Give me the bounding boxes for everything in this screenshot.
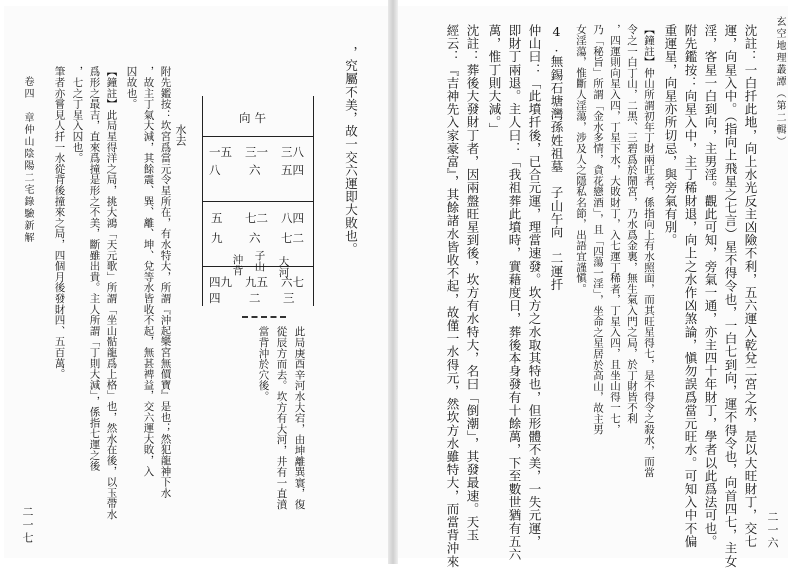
page-number: 二一六 [766, 511, 779, 550]
chart-cell: 三一 [245, 145, 268, 159]
river-marker [242, 296, 286, 318]
chart-cell: 六 [249, 231, 261, 245]
chart-cell: 七二 [281, 231, 304, 245]
chart-cell: 四九 [209, 275, 232, 289]
annotation-column: ，四運則向星入四，丁星下水，大敗財丁，入七運丁稀者，丁星入四，且坐山得一七， [609, 24, 621, 435]
chart-cell: 六七 [281, 275, 304, 289]
text-column: 經云：『吉神先入家豪富』，其餘諸水皆收不起，故僅一水得元，然坎方水雖特大，而當背沖來 [445, 24, 460, 568]
right-page [398, 6, 788, 568]
chart-cell: 三 [283, 291, 295, 305]
chart-note: 當背沖於穴後。 [257, 326, 270, 402]
chart-note: 此局庚酉辛河水大宕，由坤離巽寰，復 [293, 326, 306, 510]
text-column: 即財丁兩退。主人曰：「我祖葬此墳時，實藉度日，葬後本身發有十餘萬，下至數世猶有五六 [507, 24, 522, 562]
chart-cell: 九五 [245, 275, 268, 289]
chart-divider [203, 136, 313, 137]
text-column: 仲山曰：「此墳扦後，已合元運，理當速發。坎方之水取其特也，但形體不美，一失元運， [527, 24, 542, 548]
book-gutter [388, 0, 398, 564]
back-clash-label: 沖背 [231, 254, 244, 276]
running-header: 玄空地理叢譚（第二輯） [774, 16, 785, 148]
chart-cell: 四 [209, 291, 221, 305]
annotation-column: 爲形之最吉，直來爲撞是形之不美，斷雖出貴。主人所謂「丁則大減」，係指七運之後 [88, 66, 101, 472]
annotation-column: 【鐘註】仲山所謂初年丁財兩旺者，係指向上有水照面，而其旺星得七，是不得令之殺水，而當 [643, 24, 655, 478]
annotation-column: 【鐘註】此局星得洋之局，挑大鴻「天元歌」所謂「坐山骷龍爲上格」也，然水在後，以玉帶水 [105, 66, 118, 520]
water-out-label: 水去 [174, 124, 187, 146]
annotation-column: 囚故也。 [125, 66, 138, 110]
page-number: 二一七 [21, 506, 34, 545]
text-column: 沈註：一白扦此地，向上水光反主凶險不利，五六運入乾兌二宮之水，是以大旺財丁，交七 [743, 24, 758, 548]
sitting-mountain-label: 子山 [253, 250, 266, 272]
chart-cell: 三八 [281, 145, 304, 159]
annotation-column: ，故主丁氣大減，其餘震、巽、離、坤、兌等水皆收不起，無甚裨益，交六運大敗，入 [142, 66, 155, 477]
chart-note: 從辰方而去。坎方有大河，井有一直濆 [275, 326, 288, 510]
chart-cell: 八四 [281, 211, 304, 225]
great-river-label: 大河 [277, 256, 290, 278]
text-column: 運，向星入中。（指向上飛星之七言）星不得令也，一白七到向，運不得令也，向首四七，主女 [723, 24, 738, 568]
running-footer: 卷四 章仲山陰陽二宅錄驗新解 [22, 76, 33, 244]
text-column: ，究屬不美，故一交六運即大敗也。 [343, 46, 359, 256]
chart-cell: 八 [209, 163, 221, 177]
text-column: 萬，惟丁則大減。」 [487, 24, 502, 136]
chart-cell: 五四 [281, 163, 304, 177]
left-page [4, 6, 388, 558]
annotation-column: ，七之丁星入囚也。 [71, 66, 84, 164]
chart-cell: 九 [211, 231, 223, 245]
annotation-column: 附先鑑按：坎宮爲當元令星所在，有水特大，所謂『沖起樂宮無價寶』是也；然犯龍神下水 [159, 66, 172, 498]
facing-label: 向午 [239, 111, 270, 125]
chart-cell: 二 [249, 291, 261, 305]
chart-cell: 六 [249, 163, 261, 177]
chart-cell: 五 [211, 211, 223, 225]
chart-cell: 七二 [245, 211, 268, 225]
chart-divider [203, 201, 313, 202]
text-column: 沈註：葬後大發財丁者，因兩盤旺星到後，坎方有水特大，名曰「倒潮」，其發最速。天玉 [465, 24, 480, 542]
text-column: 附先鑑按：向星入中，主丁稀財退，向上之水作凶煞論，愼勿誤爲當元旺水。可知入中不偏 [683, 24, 698, 548]
section-heading: 4.無錫石塘灣孫姓祖墓 子山午向 二運扦 [549, 24, 564, 291]
chart-cell: 一五 [209, 145, 232, 159]
text-column: 重運星，向星亦所切忌，與旁氣有別。 [663, 24, 678, 247]
author-note-column: 筆者亦嘗見人扦一水從背後撞來之局，四個月後發財四、五百萬。 [53, 66, 66, 380]
annotation-column: 女淫蕩，惟斷人淫蕩，涉及人之隱私名節，出語宜謹愼。 [575, 24, 587, 294]
text-column: 淫，客星一白到向，主男淫。觀此可知，旁氣一通，亦主四十年財丁，學者以此爲法可也。 [703, 24, 718, 548]
annotation-column: 令之一白丁山，二黑、三碧爲於鬧宮，乃水爲金裏，無生氣入門之局，於丁財皆不利 [626, 24, 638, 424]
annotation-column: 乃「秘旨」所謂「金水多情，貪花戀酒」，且「四蕩一淫」，坐命之星居於高山，故主男 [592, 24, 604, 435]
